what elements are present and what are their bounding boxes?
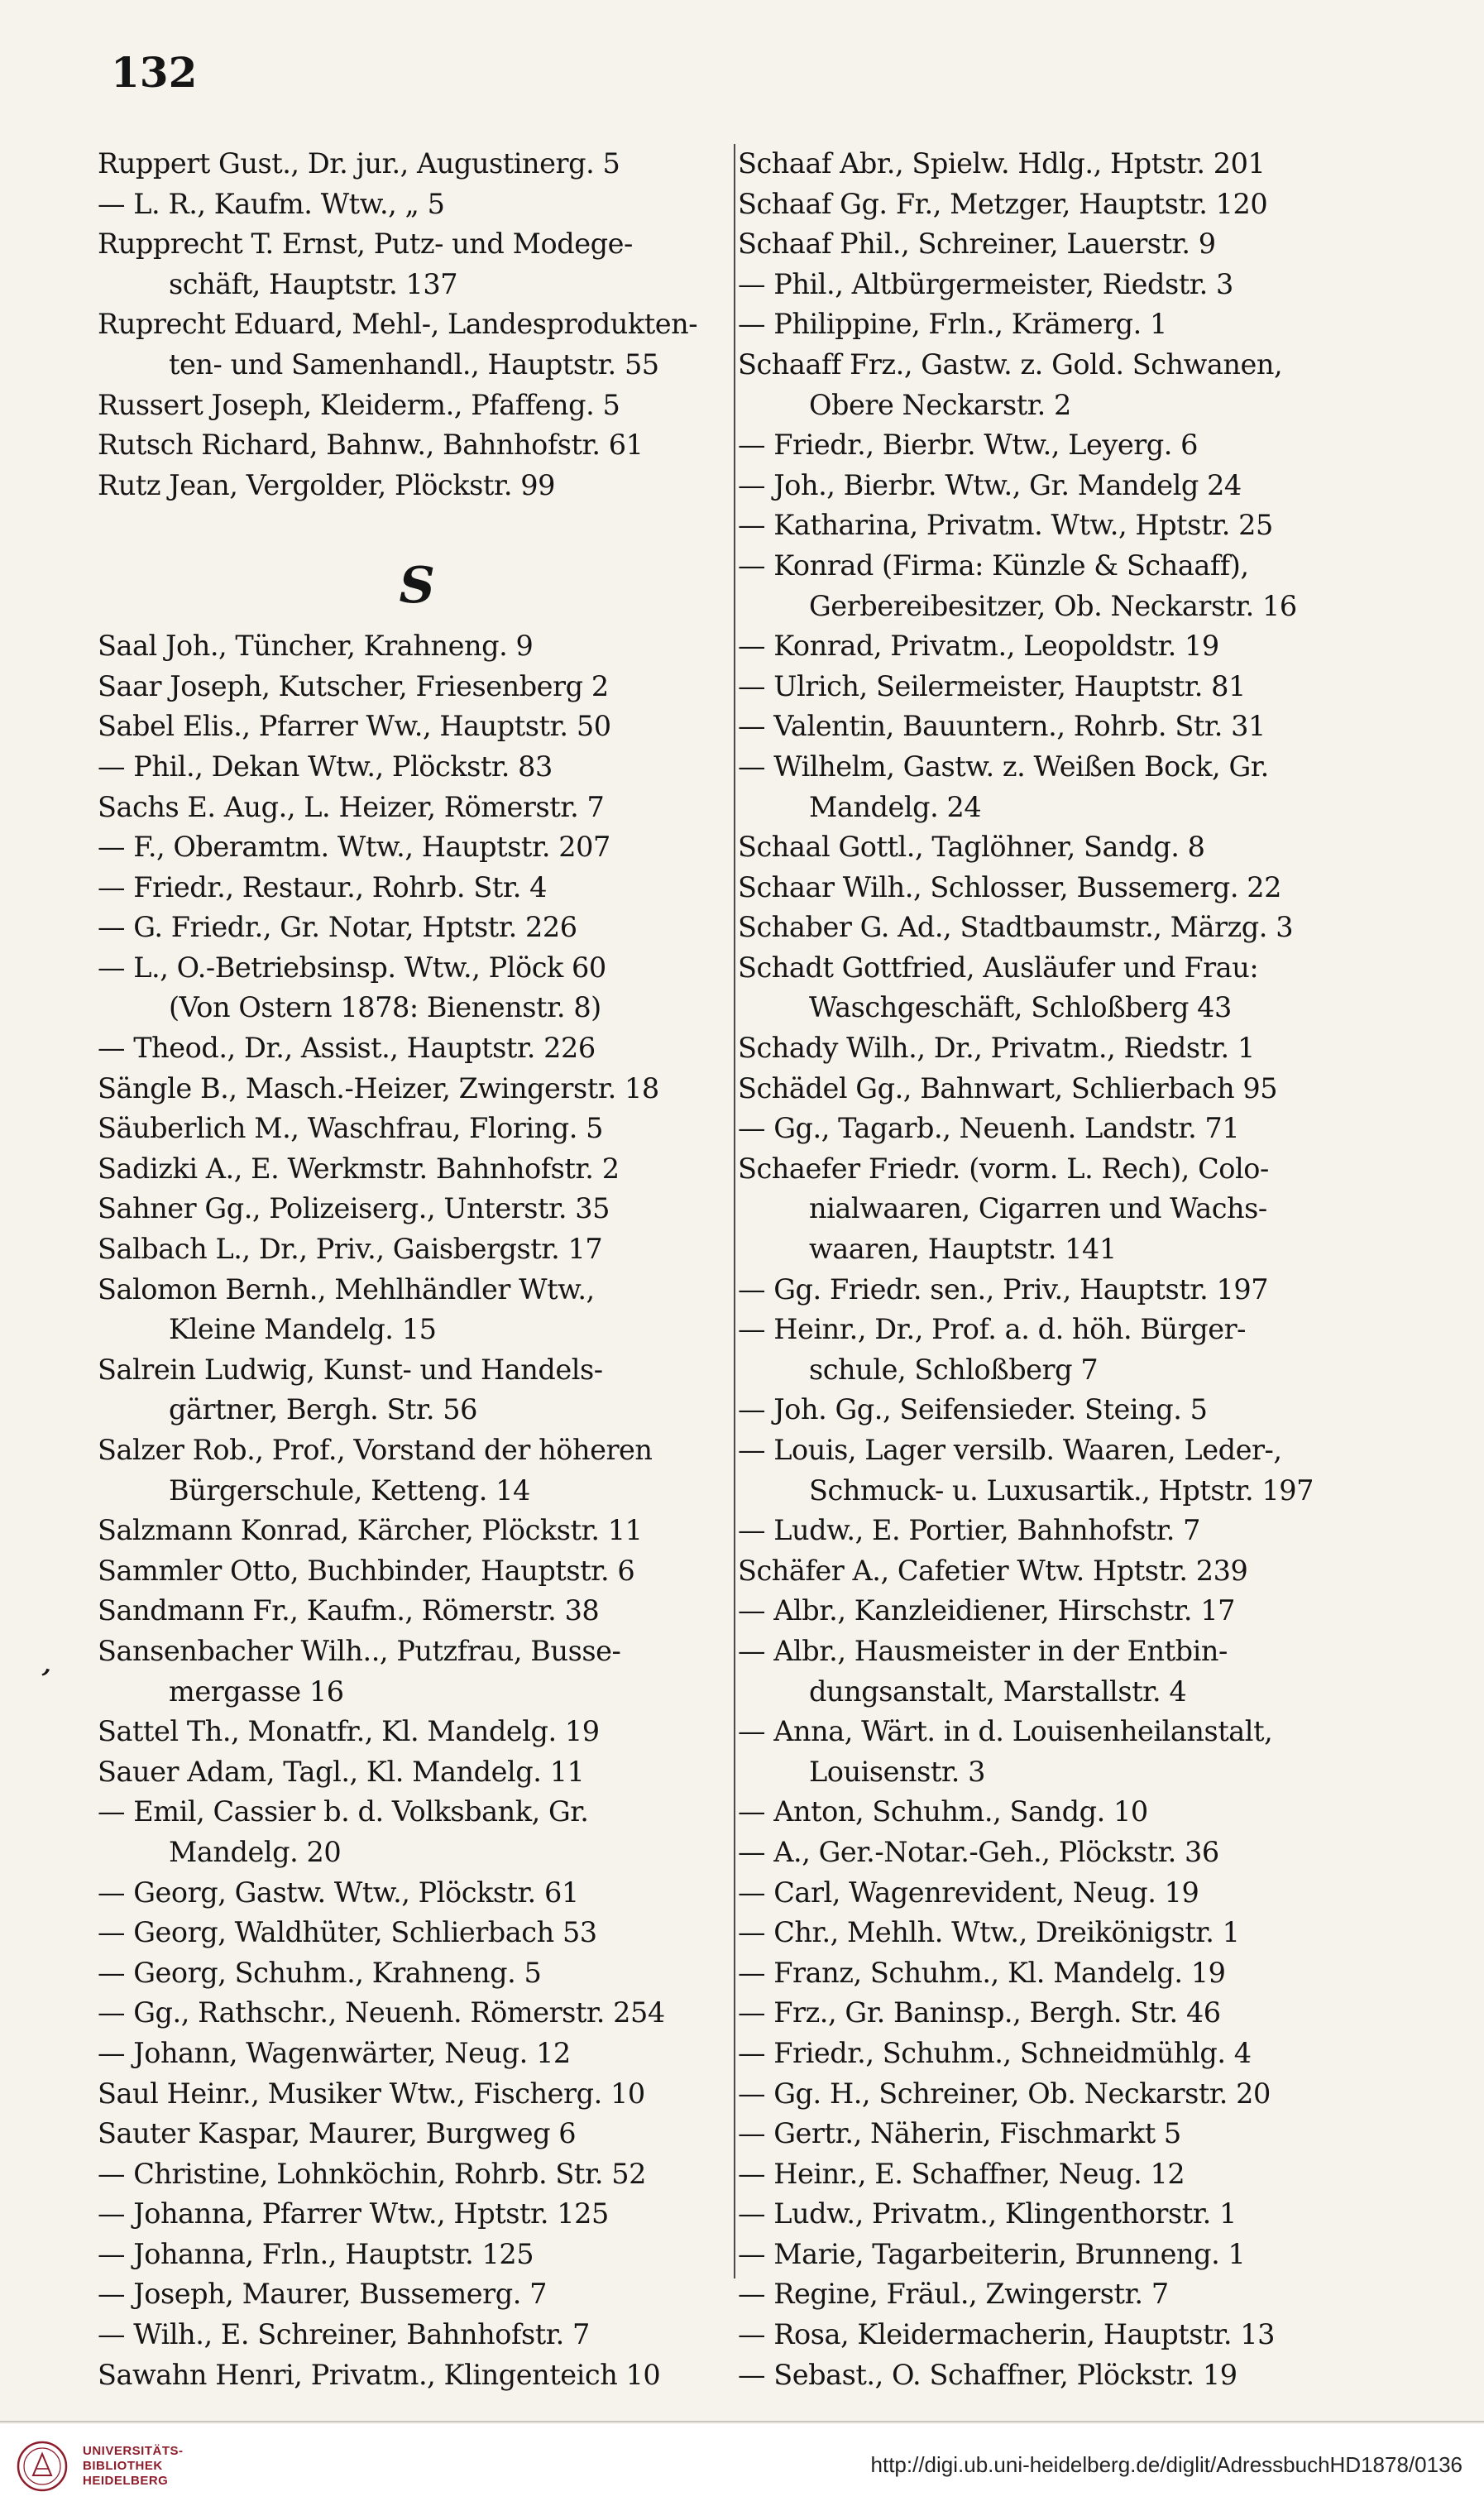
left-entry: — Georg, Gastw. Wtw., Plöckstr. 61 <box>98 1876 579 1909</box>
right-entry: — Philippine, Frln., Krämerg. 1 <box>738 308 1167 341</box>
left-entry: Sansenbacher Wilh.., Putzfrau, Busse- <box>98 1634 621 1667</box>
right-entry: — Gertr., Näherin, Fischmarkt 5 <box>738 2117 1181 2150</box>
section-letter-heading: S <box>399 556 435 615</box>
margin-mark: , <box>39 1642 61 1682</box>
right-entry: — Gg. H., Schreiner, Ob. Neckarstr. 20 <box>738 2077 1271 2110</box>
right-entry: — Wilhelm, Gastw. z. Weißen Bock, Gr. <box>738 750 1269 783</box>
library-name-line-1: UNIVERSITÄTS- <box>83 2444 184 2458</box>
right-entry: Schädel Gg., Bahnwart, Schlierbach 95 <box>738 1071 1278 1104</box>
left-entry: Mandelg. 20 <box>169 1835 342 1868</box>
column-divider <box>734 144 735 2278</box>
right-entry: — Louis, Lager versilb. Waaren, Leder-, <box>738 1434 1282 1466</box>
left-entry: Salrein Ludwig, Kunst- und Handels- <box>98 1353 603 1386</box>
right-entry: — Phil., Altbürgermeister, Riedstr. 3 <box>738 267 1233 300</box>
right-entry: — Heinr., E. Schaffner, Neug. 12 <box>738 2157 1185 2190</box>
right-entry: — Chr., Mehlh. Wtw., Dreikönigstr. 1 <box>738 1916 1240 1949</box>
source-url-link[interactable]: http://digi.ub.uni-heidelberg.de/diglit/AdressbuchHD1878/0136 <box>870 2452 1462 2477</box>
right-entry: — Rosa, Kleidermacherin, Hauptstr. 13 <box>738 2318 1275 2351</box>
left-entry: — Phil., Dekan Wtw., Plöckstr. 83 <box>98 750 553 783</box>
left-entry: Saar Joseph, Kutscher, Friesenberg 2 <box>98 669 609 702</box>
left-entry: Salomon Bernh., Mehlhändler Wtw., <box>98 1272 595 1306</box>
left-entry: Sawahn Henri, Privatm., Klingenteich 10 <box>98 2358 661 2391</box>
left-entry: Salzmann Konrad, Kärcher, Plöckstr. 11 <box>98 1514 643 1547</box>
right-entry: — Ulrich, Seilermeister, Hauptstr. 81 <box>738 669 1246 702</box>
right-entry: — Anna, Wärt. in d. Louisenheilanstalt, <box>738 1715 1273 1748</box>
left-entry: — Georg, Schuhm., Krahneng. 5 <box>98 1956 542 1989</box>
right-entry: — Konrad, Privatm., Leopoldstr. 19 <box>738 630 1219 663</box>
right-entry: Louisenstr. 3 <box>809 1755 986 1788</box>
left-entry: gärtner, Bergh. Str. 56 <box>169 1393 478 1426</box>
left-entry: — Emil, Cassier b. d. Volksbank, Gr. <box>98 1795 589 1828</box>
left-entry: Sattel Th., Monatfr., Kl. Mandelg. 19 <box>98 1715 600 1748</box>
right-entry: — Marie, Tagarbeiterin, Brunneng. 1 <box>738 2237 1246 2270</box>
right-entry: waaren, Hauptstr. 141 <box>809 1233 1117 1266</box>
left-entry: — Theod., Dr., Assist., Hauptstr. 226 <box>98 1032 596 1065</box>
right-entry: — Joh. Gg., Seifensieder. Steing. 5 <box>738 1393 1208 1426</box>
left-entry: Sachs E. Aug., L. Heizer, Römerstr. 7 <box>98 790 605 823</box>
left-entry: Bürgerschule, Ketteng. 14 <box>169 1473 530 1507</box>
library-name-line-3: HEIDELBERG <box>83 2474 169 2488</box>
left-entry: Sahner Gg., Polizeiserg., Unterstr. 35 <box>98 1192 610 1225</box>
left-entry: — Johann, Wagenwärter, Neug. 12 <box>98 2036 571 2069</box>
left-entry <box>98 506 736 546</box>
library-name <box>83 2444 184 2489</box>
left-entry: Saal Joh., Tüncher, Krahneng. 9 <box>98 630 534 663</box>
right-entry: Schaaf Phil., Schreiner, Lauerstr. 9 <box>738 228 1216 261</box>
right-entry: Schäfer A., Cafetier Wtw. Hptstr. 239 <box>738 1554 1248 1587</box>
left-entry: Ruppert Gust., Dr. jur., Augustinerg. 5 <box>98 147 620 180</box>
right-entry: — Albr., Hausmeister in der Entbin- <box>738 1634 1228 1667</box>
left-entry: — L., O.-Betriebsinsp. Wtw., Plöck 60 <box>98 951 606 984</box>
right-entry: dungsanstalt, Marstallstr. 4 <box>809 1675 1187 1708</box>
left-entry: Sammler Otto, Buchbinder, Hauptstr. 6 <box>98 1554 635 1587</box>
right-entry: Schaal Gottl., Taglöhner, Sandg. 8 <box>738 831 1205 864</box>
left-entry: Säuberlich M., Waschfrau, Floring. 5 <box>98 1112 604 1145</box>
right-entry: Schady Wilh., Dr., Privatm., Riedstr. 1 <box>738 1032 1255 1065</box>
left-column <box>98 144 736 2395</box>
left-entry: Sauter Kaspar, Maurer, Burgweg 6 <box>98 2117 577 2150</box>
right-entry: Waschgeschäft, Schloßberg 43 <box>809 991 1232 1024</box>
left-entry: — Friedr., Restaur., Rohrb. Str. 4 <box>98 870 547 903</box>
left-entry: Kleine Mandelg. 15 <box>169 1313 437 1346</box>
left-entry: Sadizki A., E. Werkmstr. Bahnhofstr. 2 <box>98 1152 620 1185</box>
left-entry: Ruprecht Eduard, Mehl-, Landesprodukten- <box>98 308 698 341</box>
right-entry: Schaefer Friedr. (vorm. L. Rech), Colo- <box>738 1152 1269 1185</box>
right-entry: — Gg. Friedr. sen., Priv., Hauptstr. 197 <box>738 1272 1269 1306</box>
right-entry: nialwaaren, Cigarren und Wachs- <box>809 1192 1267 1225</box>
left-entry: — Johanna, Frln., Hauptstr. 125 <box>98 2237 534 2270</box>
right-column <box>738 144 1391 2395</box>
right-entry: Gerbereibesitzer, Ob. Neckarstr. 16 <box>809 589 1297 622</box>
right-entry: Mandelg. 24 <box>809 790 982 823</box>
right-entry: — Franz, Schuhm., Kl. Mandelg. 19 <box>738 1956 1226 1989</box>
right-entry: — Albr., Kanzleidiener, Hirschstr. 17 <box>738 1594 1236 1627</box>
right-entry: — Anton, Schuhm., Sandg. 10 <box>738 1795 1148 1828</box>
right-entry: — Sebast., O. Schaffner, Plöckstr. 19 <box>738 2358 1237 2391</box>
right-entry: Schaar Wilh., Schlosser, Bussemerg. 22 <box>738 870 1281 903</box>
left-entry: Sandmann Fr., Kaufm., Römerstr. 38 <box>98 1594 600 1627</box>
left-entry: Salzer Rob., Prof., Vorstand der höheren <box>98 1434 653 1466</box>
left-entry: Rutsch Richard, Bahnw., Bahnhofstr. 61 <box>98 429 644 462</box>
left-entry: — L. R., Kaufm. Wtw., „ 5 <box>98 187 445 220</box>
footer-divider <box>0 2421 1484 2422</box>
right-entry: — Friedr., Schuhm., Schneidmühlg. 4 <box>738 2036 1252 2069</box>
right-entry: — Regine, Fräul., Zwingerstr. 7 <box>738 2278 1169 2311</box>
right-entry: — Heinr., Dr., Prof. a. d. höh. Bürger- <box>738 1313 1247 1346</box>
left-entry: Salbach L., Dr., Priv., Gaisbergstr. 17 <box>98 1233 603 1266</box>
left-entry: — Christine, Lohnköchin, Rohrb. Str. 52 <box>98 2157 646 2190</box>
left-entry: mergasse 16 <box>169 1675 344 1708</box>
left-entry: — Georg, Waldhüter, Schlierbach 53 <box>98 1916 597 1949</box>
left-entry: schäft, Hauptstr. 137 <box>169 267 458 300</box>
left-entry: Sauer Adam, Tagl., Kl. Mandelg. 11 <box>98 1755 585 1788</box>
right-entry: Schaber G. Ad., Stadtbaumstr., Märzg. 3 <box>738 911 1294 944</box>
left-entry: Rupprecht T. Ernst, Putz- und Modege- <box>98 228 633 261</box>
right-entry: — Ludw., E. Portier, Bahnhofstr. 7 <box>738 1514 1200 1547</box>
right-entry: — Frz., Gr. Baninsp., Bergh. Str. 46 <box>738 1996 1221 2029</box>
left-entry: — G. Friedr., Gr. Notar, Hptstr. 226 <box>98 911 577 944</box>
right-entry: Obere Neckarstr. 2 <box>809 388 1071 421</box>
left-entry: Russert Joseph, Kleiderm., Pfaffeng. 5 <box>98 388 620 421</box>
right-entry: — Valentin, Bauuntern., Rohrb. Str. 31 <box>738 710 1266 743</box>
library-name-line-2: BIBLIOTHEK <box>83 2459 163 2473</box>
left-entry: — Gg., Rathschr., Neuenh. Römerstr. 254 <box>98 1996 665 2029</box>
left-entry: Rutz Jean, Vergolder, Plöckstr. 99 <box>98 468 555 501</box>
right-entry: — Carl, Wagenrevident, Neug. 19 <box>738 1876 1199 1909</box>
right-entry: — Ludw., Privatm., Klingenthorstr. 1 <box>738 2197 1237 2230</box>
left-entry: — Wilh., E. Schreiner, Bahnhofstr. 7 <box>98 2318 590 2351</box>
left-entry: ten- und Samenhandl., Hauptstr. 55 <box>169 347 659 381</box>
left-entry: — Johanna, Pfarrer Wtw., Hptstr. 125 <box>98 2197 609 2230</box>
left-entry: — F., Oberamtm. Wtw., Hauptstr. 207 <box>98 831 610 864</box>
left-entry: Sabel Elis., Pfarrer Ww., Hauptstr. 50 <box>98 710 611 743</box>
left-entry: Saul Heinr., Musiker Wtw., Fischerg. 10 <box>98 2077 645 2110</box>
right-entry: Schmuck- u. Luxusartik., Hptstr. 197 <box>809 1473 1314 1507</box>
university-seal-icon <box>17 2441 68 2492</box>
right-entry: Schaaf Abr., Spielw. Hdlg., Hptstr. 201 <box>738 147 1266 180</box>
right-entry: — Joh., Bierbr. Wtw., Gr. Mandelg 24 <box>738 468 1242 501</box>
right-entry: — Gg., Tagarb., Neuenh. Landstr. 71 <box>738 1112 1240 1145</box>
right-entry: — Katharina, Privatm. Wtw., Hptstr. 25 <box>738 509 1273 542</box>
page-number: 132 <box>111 48 198 97</box>
right-entry: — A., Ger.-Notar.-Geh., Plöckstr. 36 <box>738 1835 1219 1868</box>
left-entry: Sängle B., Masch.-Heizer, Zwingerstr. 18 <box>98 1071 659 1104</box>
right-entry: Schadt Gottfried, Ausläufer und Frau: <box>738 951 1259 984</box>
right-entry: Schaaff Frz., Gastw. z. Gold. Schwanen, <box>738 347 1283 381</box>
right-entry: — Friedr., Bierbr. Wtw., Leyerg. 6 <box>738 429 1199 462</box>
right-entry: Schaaf Gg. Fr., Metzger, Hauptstr. 120 <box>738 187 1268 220</box>
left-entry: (Von Ostern 1878: Bienenstr. 8) <box>169 991 601 1024</box>
right-entry: — Konrad (Firma: Künzle & Schaaff), <box>738 549 1249 582</box>
left-entry: — Joseph, Maurer, Bussemerg. 7 <box>98 2278 547 2311</box>
right-entry: schule, Schloßberg 7 <box>809 1353 1099 1386</box>
